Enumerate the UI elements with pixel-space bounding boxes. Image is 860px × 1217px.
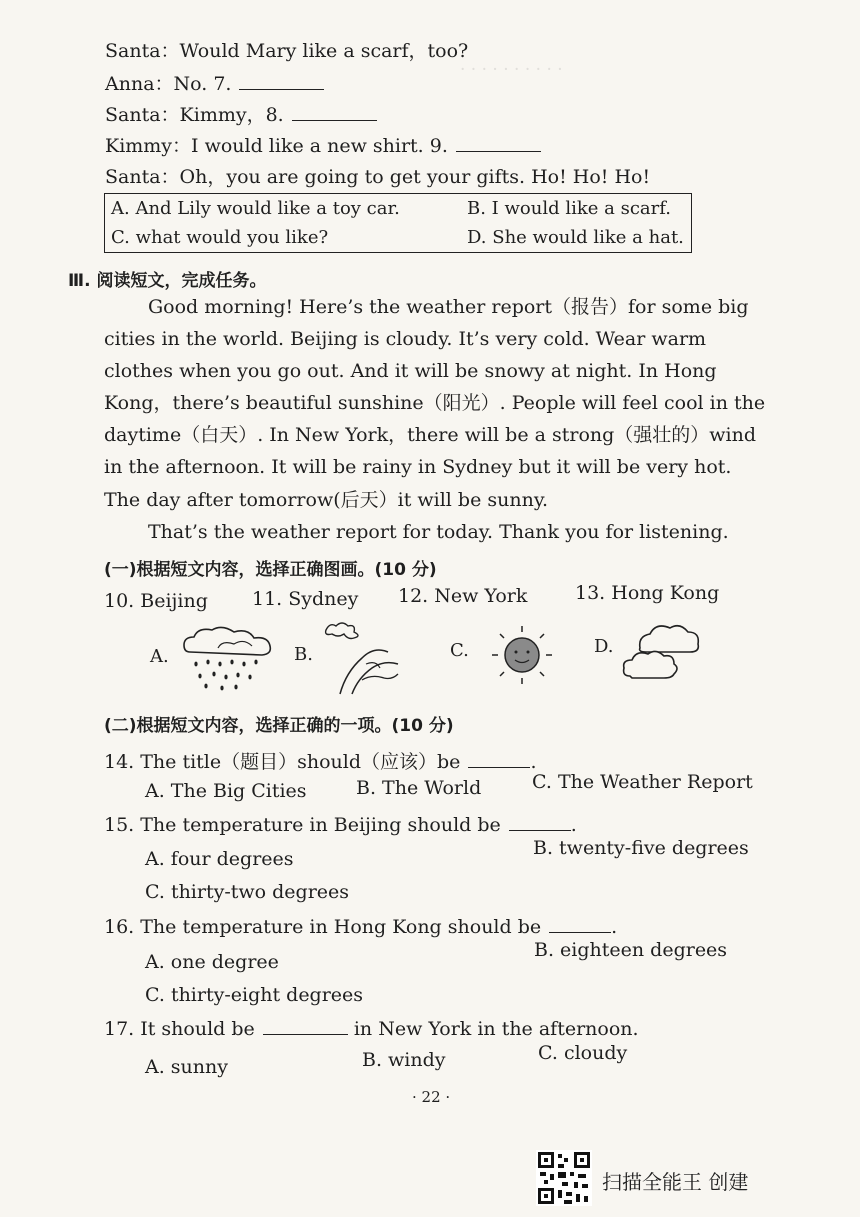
question-16-period: . (611, 916, 618, 938)
answer-blank-9[interactable] (456, 135, 541, 152)
passage-line-2: cities in the world. Beijing is cloudy. It’s very cold. Wear warm (104, 328, 707, 350)
dialogue-line-1: Santa：Would Mary like a scarf，too? (105, 40, 469, 62)
picture-label-d: D. (594, 636, 614, 657)
question-15-option-b: B. twenty-five degrees (533, 837, 749, 859)
sun-icon (486, 622, 558, 688)
part-1-title: (一)根据短文内容，选择正确图画。(10 分) (104, 560, 437, 580)
dialogue-line-2 (105, 69, 324, 96)
option-c: C. what would you like? (111, 227, 329, 248)
passage-line-3: clothes when you go out. And it will be snowy at night. In Hong (104, 360, 717, 382)
question-17-end: in New York in the afternoon. (353, 1018, 639, 1040)
passage-line-8: That’s the weather report for today. Thank you for listening. (148, 521, 729, 543)
answer-blank-14[interactable] (468, 751, 530, 768)
answer-blank-8[interactable] (292, 104, 377, 121)
dialogue-line-4 (105, 131, 541, 158)
question-14 (104, 747, 536, 774)
question-16-option-a: A. one degree (145, 951, 279, 973)
question-15-text: 15. The temperature in Beijing should be (104, 814, 501, 836)
question-14-option-b: B. The World (356, 777, 482, 799)
section-3-title: Ⅲ. 阅读短文，完成任务。 (68, 271, 267, 291)
question-14-option-c: C. The Weather Report (532, 771, 753, 793)
question-13: 13. Hong Kong (575, 582, 720, 604)
question-17 (104, 1018, 639, 1040)
options-box (104, 193, 692, 253)
passage-line-4: Kong，there’s beautiful sunshine（阳光）. People will feel cool in the (104, 392, 766, 414)
answer-blank-16[interactable] (549, 916, 611, 933)
question-17-option-c: C. cloudy (538, 1042, 628, 1064)
dialogue-line-3-text: Santa：Kimmy，8. (105, 104, 284, 126)
answer-blank-15[interactable] (509, 814, 571, 831)
wind-icon (318, 618, 408, 698)
dialogue-line-5: Santa：Oh，you are going to get your gifts. Ho! Ho! Ho! (105, 166, 651, 188)
answer-blank-7[interactable] (239, 73, 324, 90)
picture-label-c: C. (450, 640, 469, 661)
question-11: 11. Sydney (252, 588, 359, 610)
passage-line-6: in the afternoon. It will be rainy in Sydney but it will be very hot. (104, 456, 732, 478)
question-15-period: . (570, 814, 577, 836)
passage-line-1: Good morning! Here’s the weather report（报告）for some big (148, 296, 749, 318)
dialogue-line-3 (105, 100, 377, 127)
question-14-text: 14. The title（题目）should（应该）be (104, 751, 461, 773)
passage-line-5: daytime（白天）. In New York，there will be a strong（强壮的）wind (104, 424, 757, 446)
page-number: · 22 · (412, 1088, 451, 1106)
question-16 (104, 916, 617, 938)
question-16-option-b: B. eighteen degrees (534, 939, 728, 961)
picture-label-a: A. (150, 646, 169, 667)
passage-line-7: The day after tomorrow(后天）it will be sunny. (104, 489, 549, 511)
question-17-option-a: A. sunny (145, 1056, 228, 1078)
option-a: A. And Lily would like a toy car. (111, 198, 400, 219)
question-17-text: 17. It should be (104, 1018, 255, 1040)
option-b: B. I would like a scarf. (467, 198, 671, 219)
question-10: 10. Beijing (104, 590, 208, 612)
question-14-period: . (530, 751, 537, 773)
scanner-watermark: 扫描全能王 创建 (602, 1170, 749, 1194)
question-15-option-c: C. thirty-two degrees (145, 881, 350, 903)
question-17-option-b: B. windy (362, 1049, 446, 1071)
question-14-option-a: A. The Big Cities (145, 780, 307, 802)
question-15-option-a: A. four degrees (145, 848, 294, 870)
dialogue-line-4-text: Kimmy：I would like a new shirt. 9. (105, 135, 448, 157)
question-15 (104, 814, 577, 836)
cloudy-icon (620, 618, 704, 684)
question-16-text: 16. The temperature in Hong Kong should be (104, 916, 542, 938)
qr-code-icon (536, 1150, 592, 1206)
question-16-option-c: C. thirty-eight degrees (145, 984, 364, 1006)
picture-label-b: B. (294, 644, 313, 665)
answer-blank-17[interactable] (263, 1018, 348, 1035)
bleed-through-text: · · · · · · · · · · (460, 60, 563, 80)
option-d: D. She would like a hat. (467, 227, 684, 248)
dialogue-line-2-text: Anna：No. 7. (105, 73, 232, 95)
question-12: 12. New York (398, 585, 528, 607)
rain-icon (178, 622, 284, 694)
part-2-title: (二)根据短文内容，选择正确的一项。(10 分) (104, 716, 454, 736)
